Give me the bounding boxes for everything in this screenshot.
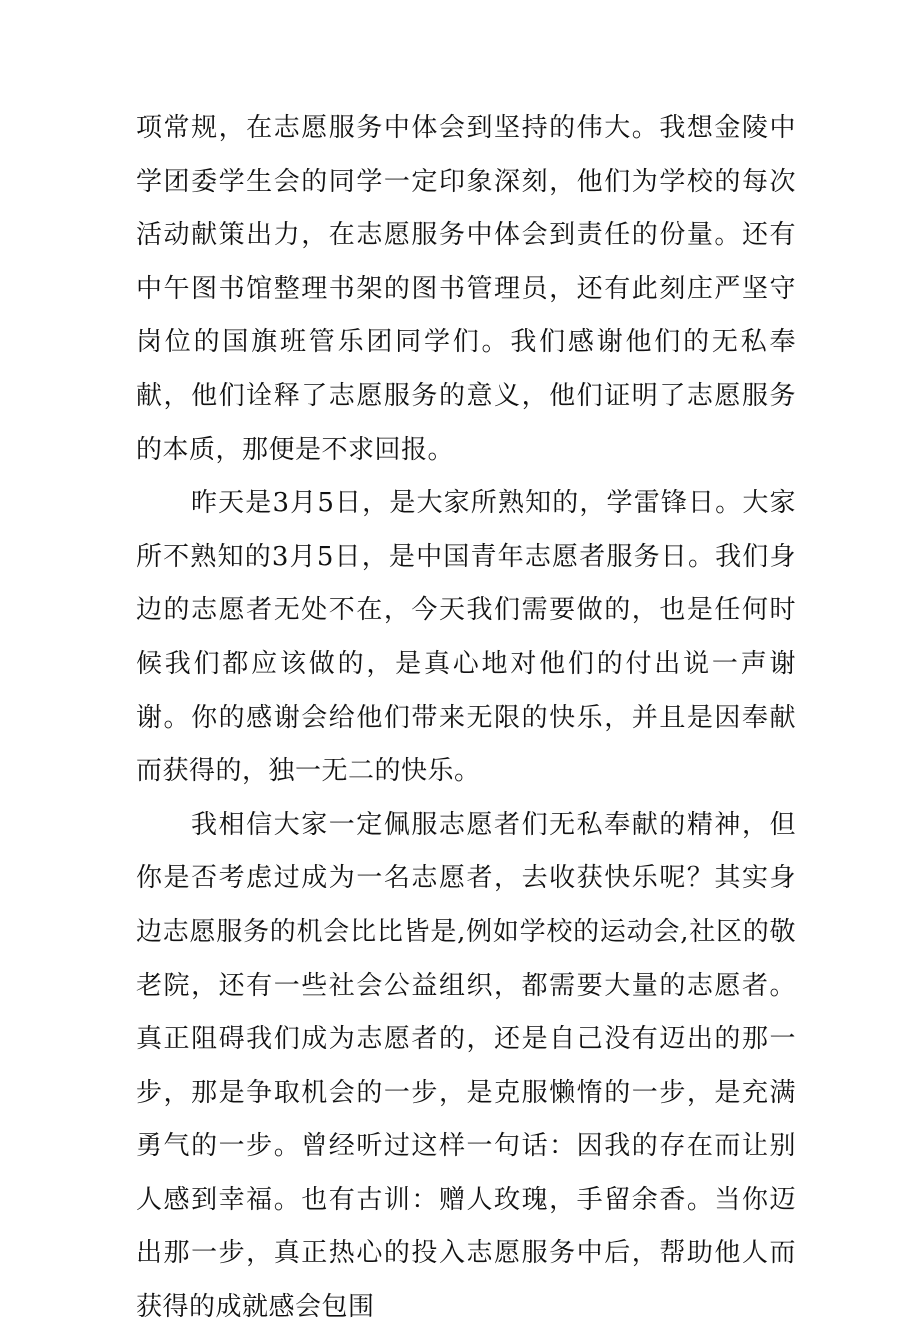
paragraph-volunteer-examples: 项常规，在志愿服务中体会到坚持的伟大。我想金陵中学团委学生会的同学一定印象深刻，他们为学校的每次活动献策出力，在志愿服务中体会到责任的份量。还有中午图书馆整理书架的图书管理员，还有此刻庄严坚守岗位的国旗班管乐团同学们。我们感谢他们的无私奉献，他们诠释了志愿服务的意义，他们证明了志愿服务的本质，那便是不求回报。: [136, 113, 796, 465]
paragraph-become-volunteer: 我相信大家一定佩服志愿者们无私奉献的精神，但你是否考虑过成为一名志愿者，去收获快乐呢？其实身边志愿服务的机会比比皆是,例如学校的运动会,社区的敬老院，还有一些社会公益组织，都需要大量的志愿者。真正阻碍我们成为志愿者的，还是自己没有迈出的那一步，那是争取机会的一步，是克服懒惰的一步，是充满勇气的一步。曾经听过这样一句话：因我的存在而让别人感到幸福。也有古训：赠人玫瑰，手留余香。当你迈出那一步，真正热心的投入志愿服务中后，帮助他人而获得的成就感会包围: [136, 809, 796, 1323]
document-body: [136, 102, 796, 1335]
paragraph-volunteer-day: 昨天是3月5日，是大家所熟知的，学雷锋日。大家所不熟知的3月5日，是中国青年志愿者服务日。我们身边的志愿者无处不在，今天我们需要做的，也是任何时候我们都应该做的，是真心地对他们的付出说一声谢谢。你的感谢会给他们带来无限的快乐，并且是因奉献而获得的，独一无二的快乐。: [136, 488, 796, 787]
